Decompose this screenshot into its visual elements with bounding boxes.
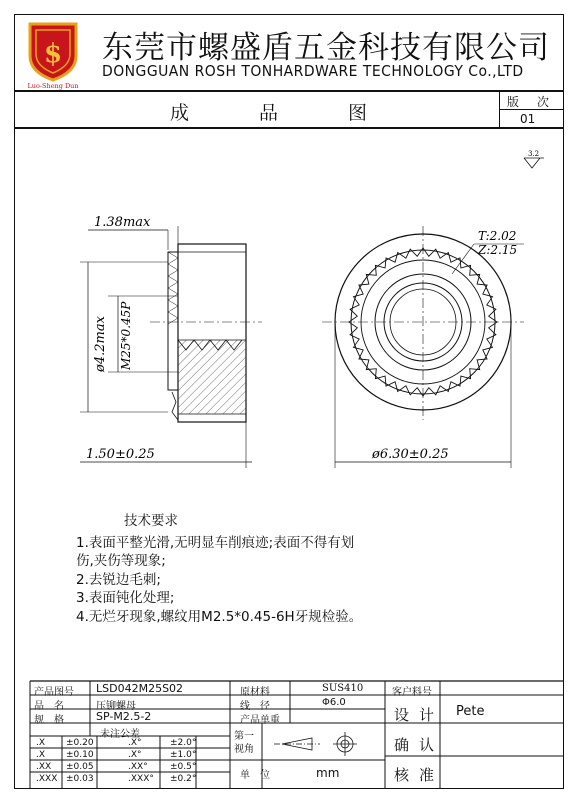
material-value: SUS410 <box>322 683 364 694</box>
customer-label: 客户料号 <box>392 687 432 698</box>
tol-angle-key: .X° <box>128 738 142 748</box>
designer-value: Pete <box>456 704 485 719</box>
tol-value: ±0.03 <box>66 774 94 784</box>
tol-key: .XX <box>36 762 52 772</box>
svg-text:$: $ <box>43 39 63 69</box>
tol-angle-key: .XXX° <box>128 774 154 784</box>
unit-value: mm <box>316 766 340 780</box>
approve-label: 核准 <box>394 766 445 784</box>
note-line: 4.无烂牙现象,螺纹用M2.5*0.45-6H牙规检验。 <box>76 608 363 625</box>
svg-text:Luo-Sheng Dun: Luo-Sheng Dun <box>27 82 79 90</box>
svg-text:ø6.30±0.25: ø6.30±0.25 <box>372 447 449 462</box>
tol-angle-key: .X° <box>128 750 142 760</box>
part-no-value: LSD042M25S02 <box>96 682 184 695</box>
unit-label: 单 位 <box>240 770 270 781</box>
tol-angle-value: ±2.0° <box>170 738 197 748</box>
company-name-cn: 东莞市螺盛盾五金科技有限公司 <box>102 30 550 66</box>
note-line: 3.表面钝化处理; <box>76 590 175 606</box>
tol-angle-key: .XX° <box>128 762 148 772</box>
design-label: 设计 <box>394 706 445 724</box>
svg-text:T:2.02: T:2.02 <box>478 229 517 243</box>
spec-value: SP-M2.5-2 <box>96 710 152 723</box>
spec-label: 规 格 <box>34 715 64 726</box>
svg-text:Z:2.15: Z:2.15 <box>478 243 518 257</box>
tol-key: .X <box>36 738 46 748</box>
svg-text:ø4.2max: ø4.2max <box>93 316 108 372</box>
name-value: 压铆螺母 <box>96 701 136 712</box>
projection-symbol <box>274 732 357 756</box>
company-name-en: DONGGUAN ROSH TONHARDWARE TECHNOLOGY Co.,LTD <box>102 62 524 80</box>
tol-angle-value: ±0.5° <box>170 762 197 772</box>
tol-angle-value: ±1.0° <box>170 750 197 760</box>
material-label: 原材料 <box>240 687 270 698</box>
check-label: 确认 <box>394 736 445 754</box>
svg-text:3.2: 3.2 <box>528 150 540 158</box>
note-line: 1.表面平整光滑,无明显车削痕迹;表面不得有划 <box>76 534 355 551</box>
tolerance-label: 未注公差 <box>100 729 140 740</box>
revision-label: 版次 <box>507 95 568 109</box>
svg-text:M25*0.45P: M25*0.45P <box>119 301 133 370</box>
wire-value: Φ6.0 <box>322 697 346 708</box>
tol-value: ±0.20 <box>66 738 94 748</box>
notes-title: 技术要求 <box>124 513 178 529</box>
tol-value: ±0.10 <box>66 750 94 760</box>
name-label: 品 名 <box>34 701 64 712</box>
projection-label: 第一视角 <box>234 731 254 755</box>
tol-key: .XXX <box>36 774 58 784</box>
tol-value: ±0.05 <box>66 762 94 772</box>
svg-text:1.50±0.25: 1.50±0.25 <box>86 447 155 462</box>
revision-value: 01 <box>520 112 536 126</box>
tol-key: .X <box>36 750 46 760</box>
drawing-title: 成品图 <box>170 102 438 124</box>
svg-text:1.38max: 1.38max <box>94 215 151 230</box>
wire-label: 线 径 <box>240 701 270 712</box>
part-no-label: 产品图号 <box>34 687 74 698</box>
note-line: 伤,夹伤等现象; <box>76 553 166 569</box>
weight-label: 产品单重 <box>240 715 280 726</box>
note-line: 2.去锐边毛刺; <box>76 571 161 588</box>
tol-angle-value: ±0.2° <box>170 774 197 784</box>
